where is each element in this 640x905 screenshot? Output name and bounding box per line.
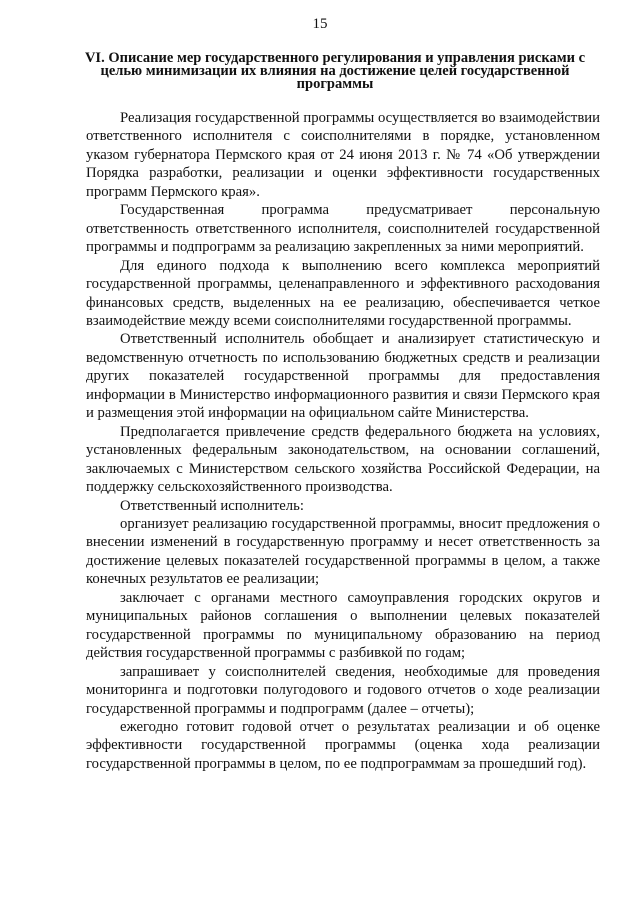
paragraph-federal-funds: Предполагается привлечение средств федерального бюджета на условиях, установленных федеральным законодательством, на основании соглашений, заключаемых с Министерством сельского хозяйства Российской Федерации, на поддержку сельскохозяйственного производства.: [86, 423, 600, 496]
paragraph-executor-heading: Ответственный исполнитель:: [120, 497, 304, 514]
paragraph-implementation: Реализация государственной программы осуществляется во взаимодействии ответственного исполнителя с соисполнителями в порядке, установленном указом губернатора Пермского края от 24 июня 2013 г. № 74 «Об утверждении Порядка разработки, реализации и оценки эффективности государственных программ Пермского края».: [86, 110, 600, 200]
paragraph-annual-report: ежегодно готовит годовой отчет о результатах реализации и об оценке эффективности государственной программы (оценка хода реализации государственной программы в целом, по ее подпрограммам за прошедший год).: [86, 718, 600, 772]
paragraph-responsibility: Государственная программа предусматривает персональную ответственность ответственного исполнителя, соисполнителей государственной программы и подпрограмм за реализацию закрепленных за ними мероприятий.: [86, 202, 600, 256]
page-number: 15: [312, 16, 328, 32]
paragraph-organizes: организует реализацию государственной программы, вносит предложения о внесении изменений в государственную программу и несет ответственность за достижение целевых показателей государственной программы в целом, а также конечных результатов ее реализации;: [86, 515, 600, 588]
paragraph-reporting: Ответственный исполнитель обобщает и анализирует статистическую и ведомственную отчетность по использованию бюджетных средств и реализации других показателей государственной программы для предоставления информации в Министерство информационного развития и связи Пермского края и размещения этой информации на официальном сайте Министерства.: [86, 331, 600, 422]
section-title: VI. Описание мер государственного регулирования и управления рисками с целью минимизации их влияния на достижение целей государственной программы: [84, 50, 586, 92]
paragraph-requests: запрашивает у соисполнителей сведения, необходимые для проведения мониторинга и подготовки полугодового и годового отчетов о ходе реализации государственной программы и подпрограмм (далее – отчеты);: [86, 663, 600, 717]
body-text: [86, 109, 600, 773]
paragraph-agreements: заключает с органами местного самоуправления городских округов и муниципальных районов соглашения о выполнении целевых показателей государственной программы по муниципальному образованию на период действия государственной программы с разбивкой по годам;: [86, 589, 600, 662]
paragraph-unified-approach: Для единого подхода к выполнению всего комплекса мероприятий государственной программы, целенаправленного и эффективного расходования финансовых средств, выделенных на ее реализацию, обеспечивается четкое взаимодействие между всеми соисполнителями государственной программы.: [86, 257, 600, 329]
